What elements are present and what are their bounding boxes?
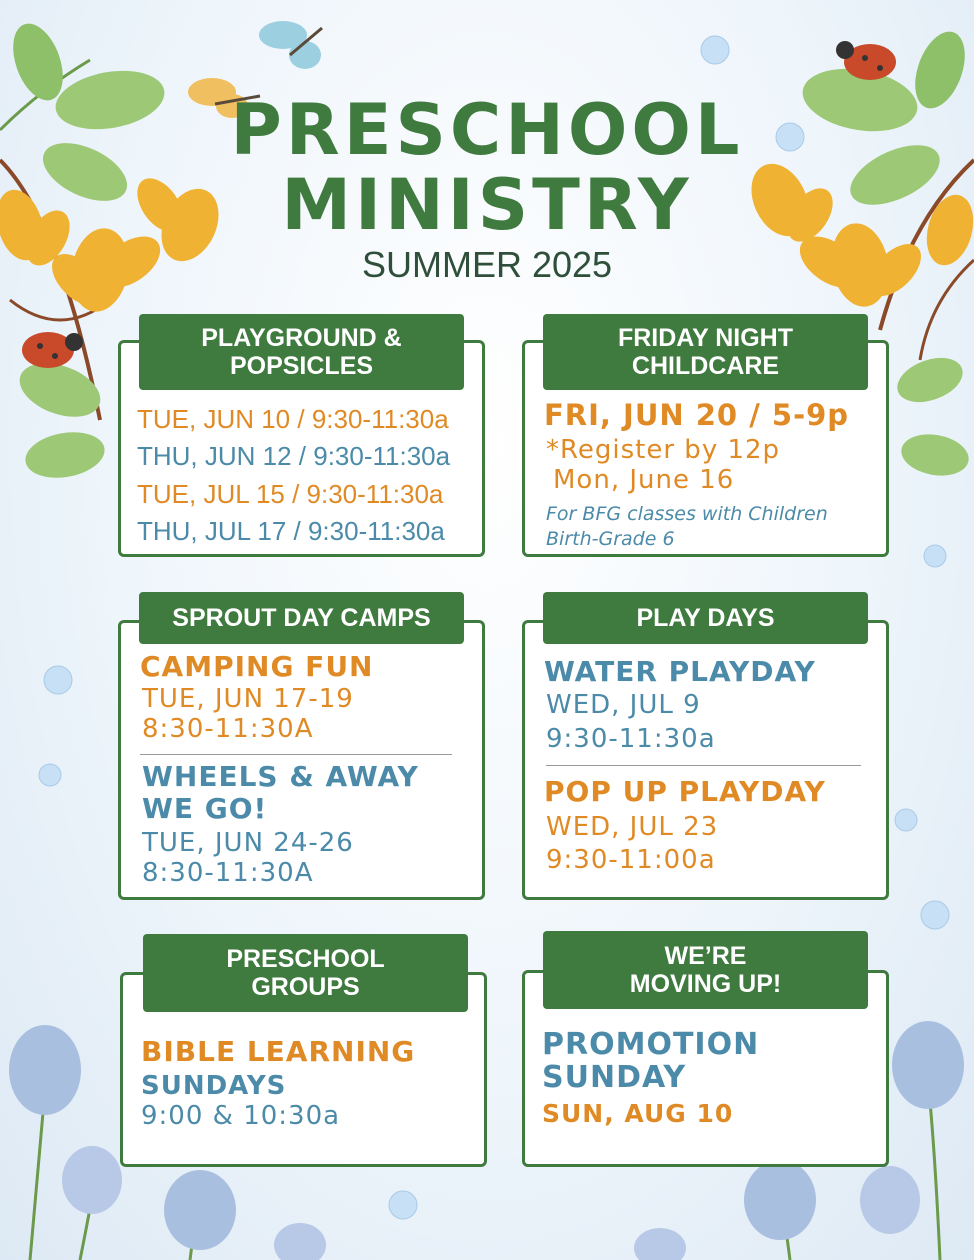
leaf-decoration bbox=[898, 429, 972, 480]
moving-date: SUN, AUG 10 bbox=[542, 1099, 734, 1128]
leaf-decoration bbox=[22, 426, 108, 483]
camp2-title-line-2: WE GO! bbox=[142, 792, 268, 825]
camp2-time: 8:30-11:30A bbox=[142, 858, 314, 888]
friday-heading: FRIDAY NIGHT CHILDCARE bbox=[543, 314, 868, 390]
playday1-time: 9:30-11:30a bbox=[546, 724, 716, 754]
moving-heading: WE’RE MOVING UP! bbox=[543, 931, 868, 1009]
groups-heading: PRESCHOOL GROUPS bbox=[143, 934, 468, 1012]
playday1-title: WATER PLAYDAY bbox=[544, 655, 816, 688]
playground-date-3: TUE, JUL 15 / 9:30-11:30a bbox=[137, 479, 444, 509]
playdays-heading: PLAY DAYS bbox=[543, 592, 868, 644]
playdays-divider bbox=[546, 765, 861, 766]
camp1-title: CAMPING FUN bbox=[140, 650, 374, 683]
playday1-date: WED, JUL 9 bbox=[546, 690, 701, 720]
friday-date: FRI, JUN 20 / 5-9p bbox=[544, 398, 850, 432]
moving-title-line-2: SUNDAY bbox=[542, 1060, 687, 1095]
ladybug-decoration bbox=[22, 332, 83, 368]
camp1-time: 8:30-11:30A bbox=[142, 714, 314, 744]
camp2-title-line-1: WHEELS & AWAY bbox=[142, 760, 419, 793]
playground-heading: PLAYGROUND & POPSICLES bbox=[139, 314, 464, 390]
subtitle: SUMMER 2025 bbox=[361, 244, 613, 285]
playground-date-4: THU, JUL 17 / 9:30-11:30a bbox=[137, 516, 445, 546]
camp2-dates: TUE, JUN 24-26 bbox=[142, 828, 354, 858]
friday-note-line-2: Birth-Grade 6 bbox=[546, 528, 675, 550]
friday-register-line-1: *Register by 12p bbox=[546, 435, 781, 465]
playground-date-1: TUE, JUN 10 / 9:30-11:30a bbox=[137, 404, 449, 434]
sprout-heading: SPROUT DAY CAMPS bbox=[139, 592, 464, 644]
playday2-date: WED, JUL 23 bbox=[546, 812, 719, 842]
moving-title-line-1: PROMOTION bbox=[542, 1027, 760, 1062]
playday2-title: POP UP PLAYDAY bbox=[544, 775, 826, 808]
title-line-1: PRESCHOOL bbox=[230, 89, 744, 171]
sprout-divider bbox=[140, 754, 452, 755]
friday-register-line-2: Mon, June 16 bbox=[553, 465, 735, 495]
friday-note-line-1: For BFG classes with Children bbox=[546, 503, 828, 525]
groups-day: SUNDAYS bbox=[141, 1071, 287, 1101]
butterfly-decoration bbox=[259, 21, 322, 69]
playday2-time: 9:30-11:00a bbox=[546, 845, 716, 875]
leaf-decoration bbox=[891, 350, 969, 411]
groups-time: 9:00 & 10:30a bbox=[141, 1101, 341, 1131]
playground-date-2: THU, JUN 12 / 9:30-11:30a bbox=[137, 441, 451, 471]
title-line-2: MINISTRY bbox=[281, 164, 693, 246]
camp1-dates: TUE, JUN 17-19 bbox=[142, 684, 354, 714]
groups-title: BIBLE LEARNING bbox=[141, 1035, 416, 1068]
